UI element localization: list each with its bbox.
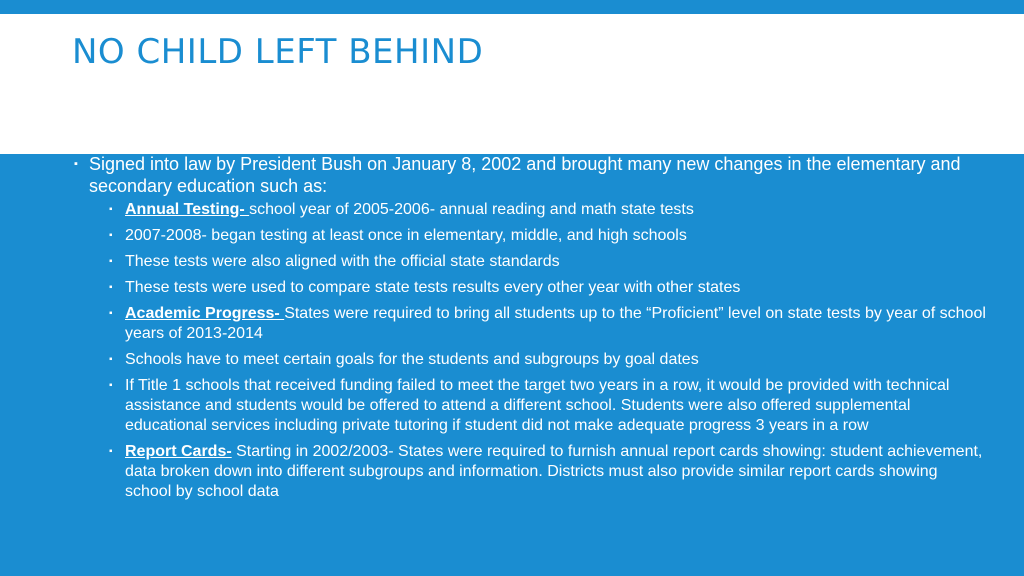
sub-bullet-text: Schools have to meet certain goals for the students and subgroups by goal dates — [125, 351, 699, 368]
bullet-marker-icon: ▪ — [109, 308, 113, 319]
main-bullet-text: Signed into law by President Bush on January 8, 2002 and brought many new changes in the elementary and secondary education such as: — [89, 154, 961, 196]
sub-bullet — [89, 278, 987, 298]
sub-bullet — [89, 442, 987, 502]
bullet-marker-icon: ▪ — [109, 446, 113, 457]
sub-bullet-text: 2007-2008- began testing at least once in elementary, middle, and high schools — [125, 227, 687, 244]
sub-bullet-keyword: Academic Progress- — [125, 305, 285, 322]
main-bullet — [72, 153, 987, 502]
bullet-marker-icon: ▪ — [74, 158, 78, 170]
sub-bullet-keyword: Report Cards- — [125, 443, 232, 460]
sub-bullet-text: school year of 2005-2006- annual reading and math state tests — [249, 201, 694, 218]
sub-bullet — [89, 226, 987, 246]
slide-content — [72, 153, 987, 508]
sub-bullet — [89, 252, 987, 272]
sub-bullet-text: States were required to bring all students up to the “Proficient” level on state tests by year of school years of 2013-2014 — [125, 305, 986, 342]
bullet-marker-icon: ▪ — [109, 230, 113, 241]
sub-bullet-text: These tests were used to compare state tests results every other year with other states — [125, 279, 741, 296]
sub-bullet-text: These tests were also aligned with the official state standards — [125, 253, 560, 270]
bullet-marker-icon: ▪ — [109, 204, 113, 215]
sub-bullet — [89, 200, 987, 220]
sub-bullet-keyword: Annual Testing- — [125, 201, 250, 218]
top-accent-strip — [0, 0, 1024, 14]
bullet-marker-icon: ▪ — [109, 354, 113, 365]
sub-bullet-text: If Title 1 schools that received funding failed to meet the target two years in a row, it would be provided with technical assistance and students would be offered to attend a different school. Students were also offered supplemental educational services including private tutoring if student did not make adequate progress 3 years in a row — [125, 377, 950, 434]
sub-bullet — [89, 376, 987, 436]
bullet-marker-icon: ▪ — [109, 256, 113, 267]
sub-bullet-list — [89, 200, 987, 502]
sub-bullet-text: Starting in 2002/2003- States were required to furnish annual report cards showing: student achievement, data broken down into different subgroups and information. Districts must also provide similar report cards showing school by school data — [125, 443, 983, 500]
sub-bullet — [89, 350, 987, 370]
bullet-marker-icon: ▪ — [109, 282, 113, 293]
sub-bullet — [89, 304, 987, 344]
bullet-marker-icon: ▪ — [109, 380, 113, 391]
title-panel — [0, 14, 1024, 154]
slide-title: NO CHILD LEFT BEHIND — [72, 32, 484, 72]
